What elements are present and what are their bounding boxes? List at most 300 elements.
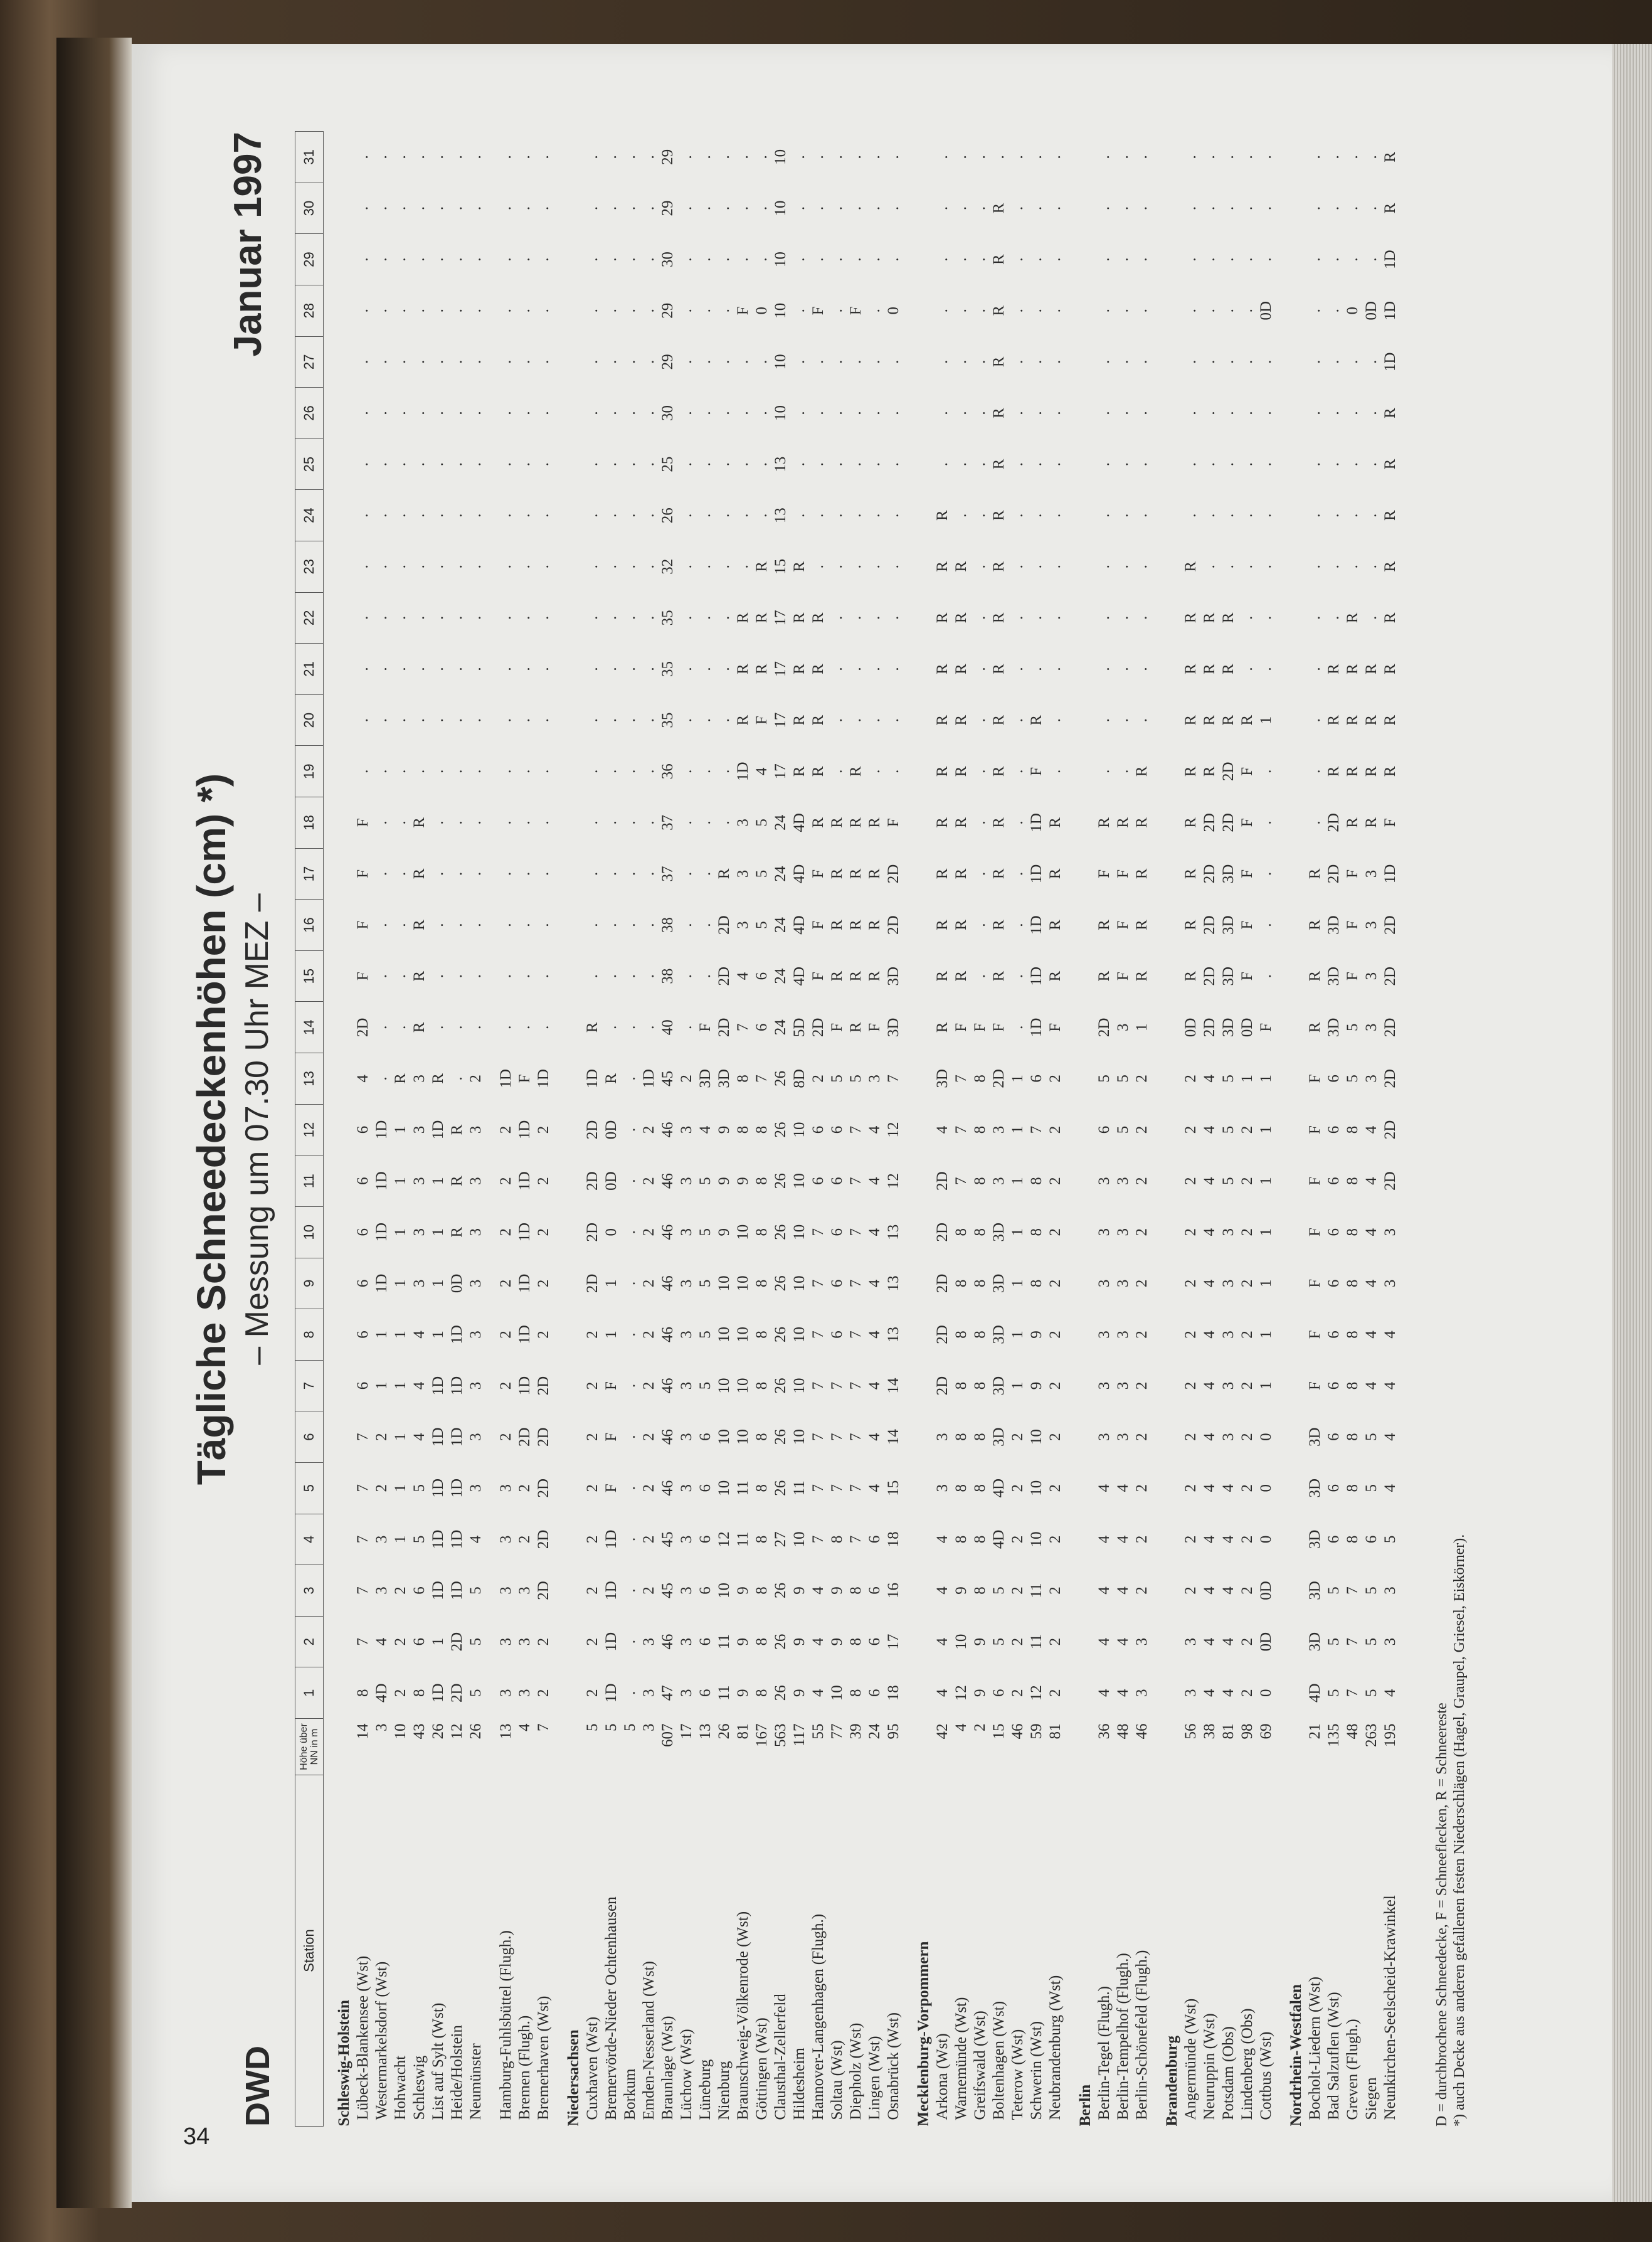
day-value: 9 (734, 1637, 751, 1646)
day-value: 1 (392, 1125, 409, 1134)
day-value: 2 (535, 1637, 552, 1646)
day-value: R (1363, 664, 1380, 674)
day-value: 2 (1133, 1586, 1150, 1595)
day-value: . (622, 1332, 638, 1337)
day-value: . (697, 821, 714, 825)
day-header: 21 (295, 644, 324, 695)
day-value: 2D (1382, 966, 1399, 986)
state-heading-row (564, 132, 583, 2127)
day-value: . (448, 565, 465, 569)
day-value: 1D (430, 1683, 447, 1703)
day-value: . (373, 155, 390, 159)
day-value: . (678, 667, 695, 671)
day-value: . (640, 923, 657, 927)
day-value: . (535, 155, 552, 159)
state-heading: Berlin (1077, 2084, 1094, 2127)
day-value: R (1133, 868, 1150, 879)
day-value: 2 (1047, 1586, 1064, 1595)
day-value: . (448, 871, 465, 876)
day-value: R (1182, 561, 1199, 572)
day-value: 2 (1009, 1535, 1026, 1544)
day-header: 18 (295, 797, 324, 849)
day-value: 6 (697, 1484, 714, 1492)
day-value: . (678, 1025, 695, 1029)
day-value: . (640, 821, 657, 825)
group-spacer (1152, 132, 1163, 2127)
day-value: . (497, 462, 514, 467)
day-value: . (1220, 309, 1237, 313)
day-value: . (1306, 206, 1323, 211)
day-value: 2 (1239, 1484, 1256, 1492)
day-value: R (990, 766, 1007, 777)
day-value: 9 (972, 1689, 988, 1697)
day-value: 4D (990, 1478, 1007, 1498)
day-value: . (467, 257, 484, 262)
day-value: . (622, 1486, 638, 1490)
day-value: R (1363, 817, 1380, 828)
day-value: . (1115, 718, 1131, 723)
day-header: 25 (295, 438, 324, 490)
day-value: 46 (659, 1275, 676, 1292)
station-name: Greven (Flugh.) (1344, 2019, 1361, 2120)
day-value: . (791, 155, 808, 159)
station-name: Neuruppin (Wst) (1201, 2013, 1218, 2120)
day-value: 7 (885, 1075, 902, 1083)
station-altitude: 12 (448, 1723, 465, 1740)
day-value: F (810, 972, 827, 981)
day-value: 3 (678, 1484, 695, 1492)
station-altitude: 13 (697, 1723, 714, 1740)
day-value: 3D (990, 1325, 1007, 1344)
table-row (640, 132, 659, 2127)
spacer-cell (903, 132, 914, 2127)
table-row (391, 132, 410, 2127)
day-value: . (1201, 411, 1218, 415)
table-row (583, 132, 602, 2127)
day-value: 4 (1201, 1125, 1218, 1134)
day-value: R (448, 1124, 465, 1135)
day-header: 12 (295, 1104, 324, 1156)
day-value: . (354, 206, 371, 211)
day-value: . (810, 359, 827, 364)
day-value: 26 (772, 1326, 789, 1342)
day-value: 6 (866, 1586, 883, 1595)
page-number: 34 (183, 2123, 210, 2150)
day-value: F (354, 972, 371, 981)
day-value: 2 (535, 1279, 552, 1288)
day-value: . (1325, 257, 1342, 262)
spacer-cell (1276, 132, 1287, 2127)
day-value: . (373, 1025, 390, 1029)
day-value: . (1096, 513, 1113, 518)
day-value: 8 (972, 1381, 988, 1390)
day-value: . (1115, 206, 1131, 211)
day-header: 14 (295, 1002, 324, 1053)
day-value: 2 (497, 1279, 514, 1288)
day-value: 2 (640, 1586, 657, 1595)
table-row (677, 132, 696, 2127)
day-value: 1 (392, 1331, 409, 1339)
day-value: . (1325, 565, 1342, 569)
day-value: 4 (411, 1331, 428, 1339)
day-value: . (411, 769, 428, 773)
day-value: F (1115, 869, 1131, 878)
table-header-row (295, 132, 324, 2127)
day-value: R (791, 561, 808, 572)
day-value: . (622, 1435, 638, 1439)
day-value: . (1363, 565, 1380, 569)
day-value: 4 (810, 1637, 827, 1646)
day-value: 7 (847, 1484, 864, 1492)
day-value: 3 (640, 1689, 657, 1697)
day-value: . (622, 821, 638, 825)
day-value: . (1258, 615, 1274, 620)
day-value: . (829, 565, 845, 569)
day-value: . (584, 462, 601, 467)
day-value: 11 (716, 1634, 733, 1650)
day-value: 1D (430, 1120, 447, 1140)
day-value: 18 (885, 1685, 902, 1701)
day-value: . (810, 462, 827, 467)
day-value: 2 (497, 1433, 514, 1441)
day-value: 2 (1239, 1535, 1256, 1544)
station-altitude: 95 (885, 1723, 902, 1740)
day-value: . (535, 667, 552, 671)
station-name: Hannover-Langenhagen (Flugh.) (810, 1913, 827, 2120)
day-value: 2 (1239, 1279, 1256, 1288)
day-value: . (734, 462, 751, 467)
day-value: 3 (678, 1125, 695, 1134)
day-value: 10 (716, 1326, 733, 1342)
day-value: . (678, 718, 695, 723)
day-value: 3D (1306, 1632, 1323, 1652)
day-value: 2 (1182, 1075, 1199, 1083)
station-name: Heide/Holstein (448, 2025, 465, 2120)
day-value: . (603, 667, 620, 671)
day-value: 2 (535, 1331, 552, 1339)
day-value: 8 (972, 1075, 988, 1083)
day-value: 9 (734, 1177, 751, 1185)
day-value: . (716, 718, 733, 723)
day-value: 27 (772, 1531, 789, 1548)
day-value: 11 (734, 1480, 751, 1496)
day-value: . (1220, 155, 1237, 159)
day-value: 3 (411, 1075, 428, 1083)
day-value: . (847, 257, 864, 262)
station-name: Lingen (Wst) (866, 2036, 883, 2120)
day-value: . (448, 615, 465, 620)
day-value: 7 (734, 1023, 751, 1032)
day-value: . (516, 871, 533, 876)
day-value: 10 (791, 1173, 808, 1189)
day-value: 2 (1133, 1075, 1150, 1083)
table-body (324, 132, 1400, 2127)
day-value: . (467, 769, 484, 773)
day-value: 4 (467, 1535, 484, 1544)
day-value: . (1239, 667, 1256, 671)
day-value: . (430, 821, 447, 825)
table-row (971, 132, 990, 2127)
day-value: . (1182, 359, 1199, 364)
day-value: . (885, 667, 902, 671)
day-value: . (1306, 667, 1323, 671)
day-value: . (716, 615, 733, 620)
day-value: . (467, 923, 484, 927)
day-value: R (1182, 766, 1199, 777)
table-row (1182, 132, 1200, 2127)
day-value: 37 (659, 814, 676, 831)
day-value: 8D (791, 1069, 808, 1088)
station-altitude: 24 (866, 1723, 883, 1740)
day-value: 6 (354, 1279, 371, 1288)
day-value: F (866, 1023, 883, 1032)
day-value: . (622, 615, 638, 620)
day-value: . (373, 1076, 390, 1081)
day-value: 1 (1009, 1125, 1026, 1134)
day-value: 3D (885, 1017, 902, 1038)
day-header: 13 (295, 1053, 324, 1105)
day-value: 5 (467, 1637, 484, 1646)
day-value: 8 (1028, 1177, 1045, 1185)
day-value: . (354, 513, 371, 518)
day-value: . (392, 871, 409, 876)
day-value: R (990, 305, 1007, 316)
day-value: . (622, 1537, 638, 1541)
day-value: 0D (1258, 1632, 1274, 1652)
day-value: . (1201, 462, 1218, 467)
station-altitude: 10 (392, 1723, 409, 1740)
day-value: . (354, 718, 371, 723)
day-value: . (1133, 565, 1150, 569)
day-value: 26 (772, 1634, 789, 1650)
table-row (990, 132, 1009, 2127)
day-value: . (392, 769, 409, 773)
day-value: 3 (1220, 1279, 1237, 1288)
day-value: 2 (467, 1075, 484, 1083)
day-value: . (697, 411, 714, 415)
day-value: . (354, 565, 371, 569)
day-value: 2D (1382, 915, 1399, 935)
day-value: 38 (659, 968, 676, 984)
day-value: 2 (1009, 1637, 1026, 1646)
day-value: . (1306, 513, 1323, 518)
station-altitude: 607 (659, 1723, 676, 1747)
day-value: . (1047, 565, 1064, 569)
station-altitude: 3 (373, 1723, 390, 1731)
day-value: R (953, 868, 970, 879)
day-value: . (603, 309, 620, 313)
day-value: . (697, 462, 714, 467)
day-value: 2 (640, 1381, 657, 1390)
day-value: 3D (1220, 864, 1237, 884)
day-value: . (1258, 667, 1274, 671)
station-altitude: 5 (622, 1723, 638, 1731)
day-value: 5 (411, 1535, 428, 1544)
day-value: 17 (772, 610, 789, 626)
station-altitude: 14 (354, 1723, 371, 1740)
table-row (1009, 132, 1027, 2127)
day-value: . (1009, 1025, 1026, 1029)
day-value: 36 (659, 763, 676, 780)
day-value: 10 (791, 1429, 808, 1445)
day-value: . (885, 359, 902, 364)
day-value: . (1239, 462, 1256, 467)
day-value: 10 (772, 405, 789, 421)
day-value: . (1258, 411, 1274, 415)
day-value: 1 (392, 1484, 409, 1492)
day-value: R (1363, 715, 1380, 726)
day-value: 10 (734, 1224, 751, 1240)
day-value: . (953, 309, 970, 313)
station-name: Lüchow (Wst) (678, 2029, 695, 2120)
day-value: . (411, 359, 428, 364)
day-value: 1 (1009, 1228, 1026, 1236)
day-value: 4 (354, 1075, 371, 1083)
day-value: 37 (659, 866, 676, 882)
day-value: 1D (1382, 250, 1399, 269)
day-value: F (1306, 1125, 1323, 1134)
day-value: R (866, 817, 883, 828)
day-value: . (584, 411, 601, 415)
day-value: 1D (1382, 300, 1399, 321)
day-value: 3 (467, 1331, 484, 1339)
day-value: F (603, 1432, 620, 1442)
day-value: . (640, 974, 657, 979)
day-value: . (1182, 309, 1199, 313)
day-header: 11 (295, 1156, 324, 1207)
day-value: 2D (1382, 1120, 1399, 1140)
day-value: R (1182, 715, 1199, 726)
day-value: . (866, 615, 883, 620)
day-value: . (373, 513, 390, 518)
day-value: 8 (734, 1075, 751, 1083)
day-value: . (1363, 513, 1380, 518)
day-value: 2 (1133, 1535, 1150, 1544)
day-value: 2 (1133, 1433, 1150, 1441)
day-value: 1D (734, 762, 751, 782)
day-value: 1D (603, 1683, 620, 1703)
day-value: . (734, 206, 751, 211)
day-value: . (1133, 513, 1150, 518)
day-value: 8 (972, 1279, 988, 1288)
day-value: 4 (1201, 1177, 1218, 1185)
day-value: . (1047, 769, 1064, 773)
spacer-cell (485, 132, 497, 2127)
day-value: . (885, 411, 902, 415)
day-value: . (392, 155, 409, 159)
day-value: . (584, 871, 601, 876)
day-value: 2 (497, 1331, 514, 1339)
day-value: 26 (772, 1173, 789, 1189)
day-value: 3 (1133, 1689, 1150, 1697)
day-value: 1D (448, 1529, 465, 1549)
day-value: R (1182, 817, 1199, 828)
day-value: . (810, 206, 827, 211)
day-value: 1D (448, 1581, 465, 1600)
day-value: . (810, 155, 827, 159)
day-value: . (716, 513, 733, 518)
day-value: . (1047, 513, 1064, 518)
day-value: . (697, 923, 714, 927)
day-value: 2D (1201, 864, 1218, 884)
day-value: . (411, 206, 428, 211)
day-value: 8 (953, 1381, 970, 1390)
day-value: 29 (659, 302, 676, 319)
day-value: 3D (990, 1222, 1007, 1242)
day-value: 3 (734, 921, 751, 929)
day-value: 8 (953, 1279, 970, 1288)
group-spacer (1065, 132, 1076, 2127)
day-value: F (1344, 972, 1361, 981)
day-value: 14 (885, 1429, 902, 1445)
group-spacer (553, 132, 564, 2127)
day-value: F (885, 818, 902, 827)
day-header: 22 (295, 592, 324, 644)
day-value: 4 (1363, 1279, 1380, 1288)
day-value: . (1096, 359, 1113, 364)
page-title: Tägliche Schneedeckenhöhen (cm) *) (189, 773, 234, 1485)
day-value: 3 (1363, 1075, 1380, 1083)
day-value: 8 (1344, 1484, 1361, 1492)
day-value: R (411, 920, 428, 930)
day-value: . (516, 411, 533, 415)
day-value: R (753, 664, 770, 674)
day-value: 7 (1344, 1637, 1361, 1646)
day-value: 1D (603, 1632, 620, 1652)
station-name: Göttingen (Wst) (753, 2017, 770, 2120)
day-value: 1 (603, 1279, 620, 1288)
day-value: 10 (791, 1275, 808, 1292)
day-value: 3 (467, 1381, 484, 1390)
day-value: 7 (953, 1075, 970, 1083)
day-value: F (829, 1023, 845, 1032)
day-value: . (430, 871, 447, 876)
day-value: 10 (734, 1275, 751, 1292)
day-value: R (847, 817, 864, 828)
state-heading: Niedersachsen (565, 2029, 582, 2127)
day-value: . (584, 565, 601, 569)
day-value: . (1306, 615, 1323, 620)
day-value: . (497, 821, 514, 825)
day-value: 8 (734, 1125, 751, 1134)
day-value: . (448, 923, 465, 927)
day-value: 1 (392, 1381, 409, 1390)
day-value: 3 (497, 1586, 514, 1595)
day-value: 2 (1047, 1637, 1064, 1646)
day-value: 2D (1382, 1017, 1399, 1038)
day-value: 8 (847, 1586, 864, 1595)
day-value: R (1382, 561, 1399, 572)
day-value: 2 (1009, 1689, 1026, 1697)
day-value: 5 (1115, 1075, 1131, 1083)
day-value: . (697, 615, 714, 620)
day-value: 10 (716, 1429, 733, 1445)
station-name: Hohwacht (392, 2055, 409, 2120)
day-value: 10 (1028, 1480, 1045, 1496)
table-row (373, 132, 391, 2127)
day-value: 1D (516, 1376, 533, 1396)
day-value: 4 (1201, 1381, 1218, 1390)
day-value: 8 (972, 1433, 988, 1441)
day-value: . (1201, 309, 1218, 313)
day-value: . (640, 206, 657, 211)
day-value: 4 (1115, 1484, 1131, 1492)
day-value: 26 (772, 1480, 789, 1496)
day-value: . (516, 155, 533, 159)
day-value: . (1344, 513, 1361, 518)
day-value: 46 (659, 1480, 676, 1496)
day-value: R (1201, 612, 1218, 624)
